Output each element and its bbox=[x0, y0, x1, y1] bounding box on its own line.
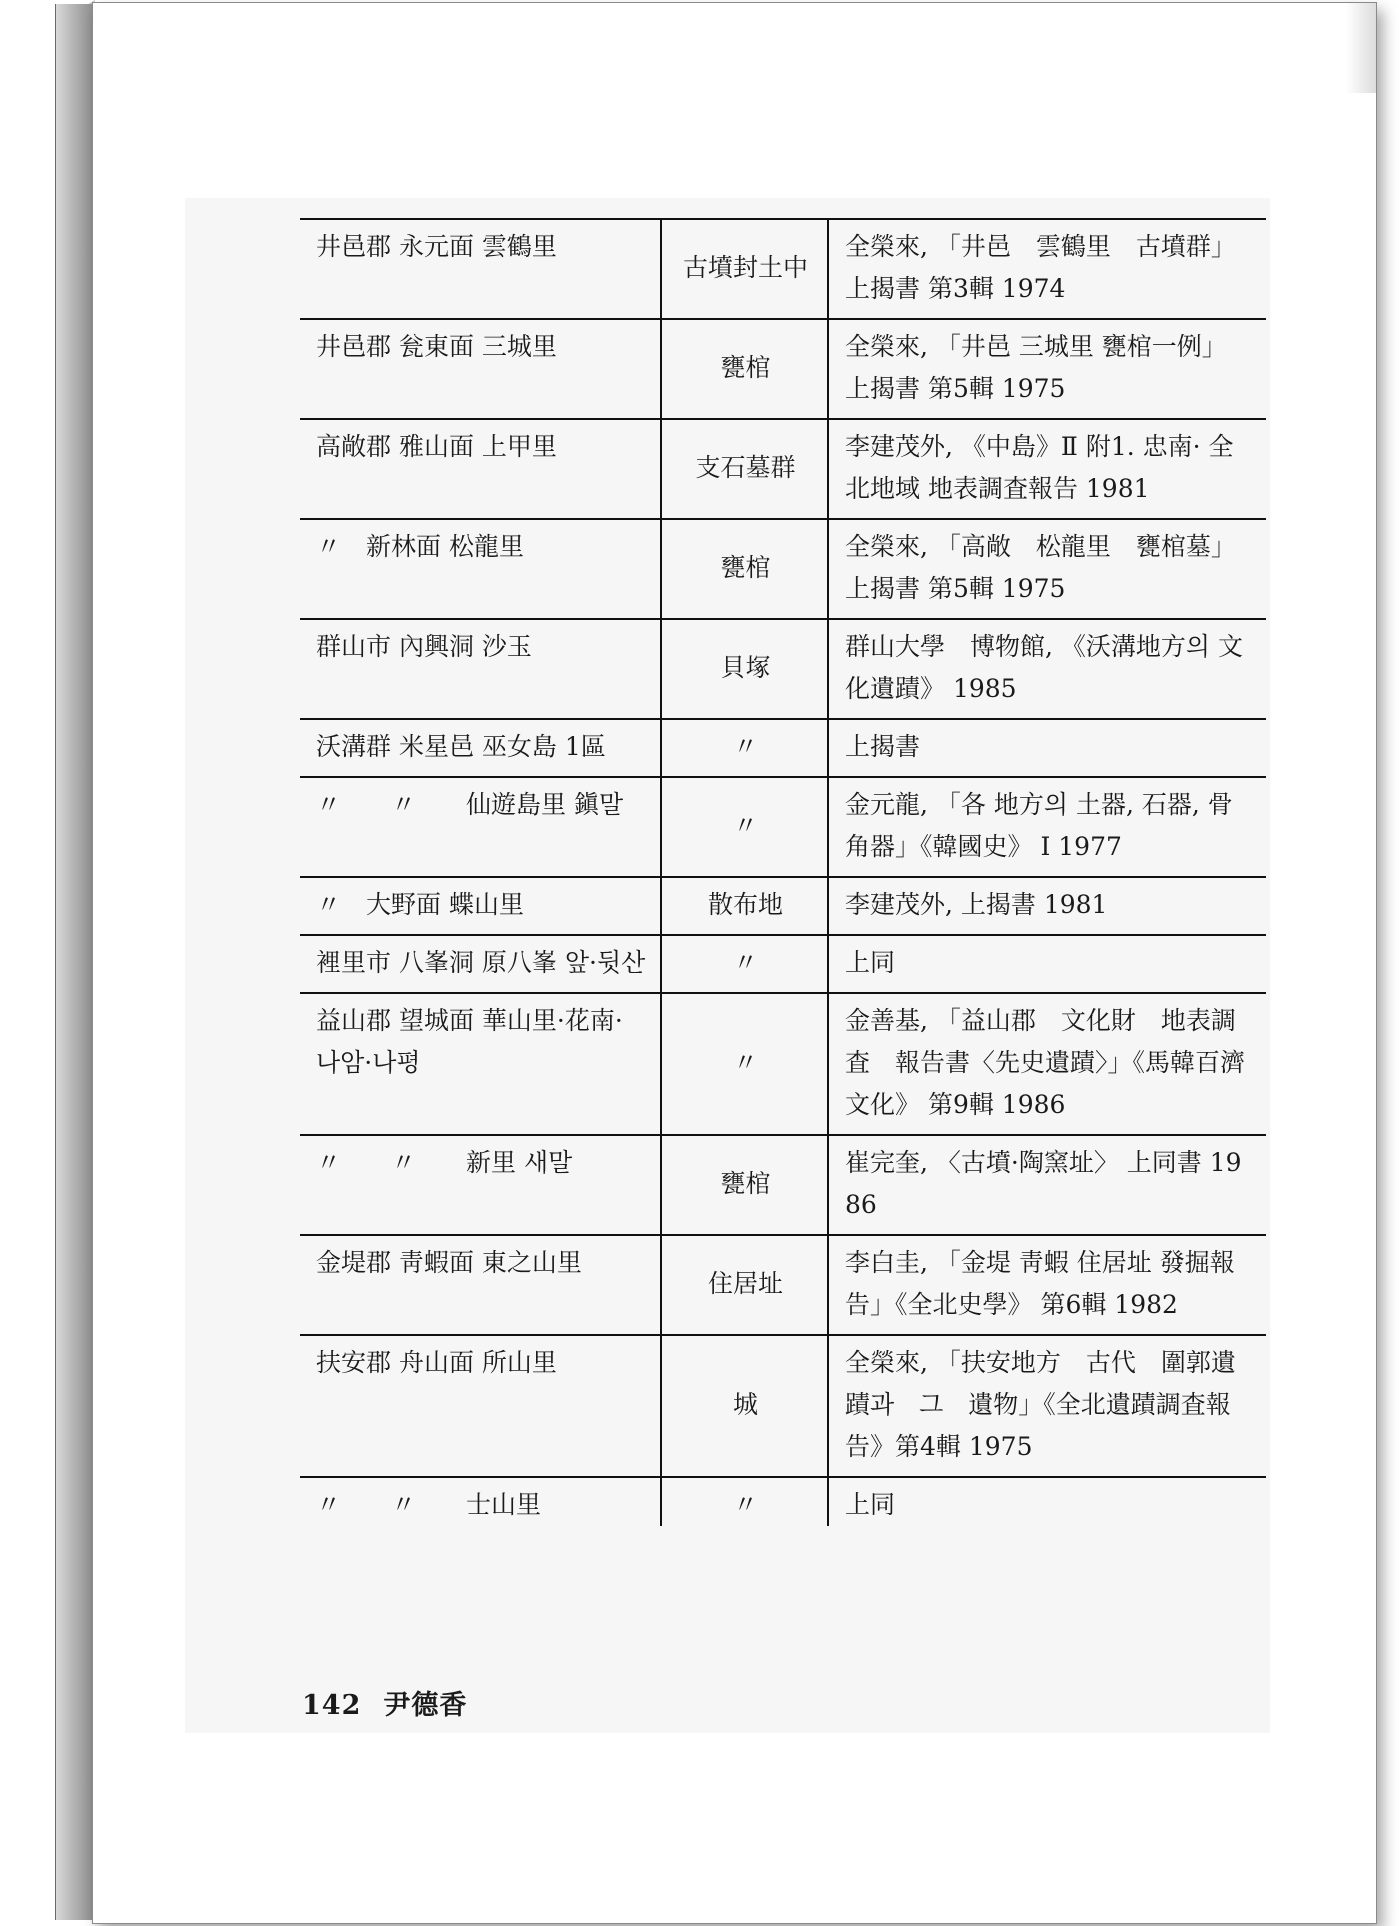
page-fold bbox=[1346, 3, 1376, 93]
table-row bbox=[300, 777, 1266, 877]
location-cell: 金堤郡 靑蝦面 東之山里 bbox=[300, 1235, 661, 1335]
type-cell: 住居址 bbox=[661, 1235, 828, 1335]
location-cell: 益山郡 望城面 華山里·花南·나암·나평 bbox=[300, 993, 661, 1135]
type-cell: 〃 bbox=[661, 993, 828, 1135]
location-cell: 高敞郡 雅山面 上甲里 bbox=[300, 419, 661, 519]
table-row bbox=[300, 1235, 1266, 1335]
table-row bbox=[300, 419, 1266, 519]
table-row bbox=[300, 519, 1266, 619]
author-name: 尹德香 bbox=[383, 1690, 468, 1721]
table-row bbox=[300, 993, 1266, 1135]
location-cell: 群山市 內興洞 沙玉 bbox=[300, 619, 661, 719]
type-cell: 〃 bbox=[661, 1477, 828, 1526]
reference-cell: 金元龍, 「各 地方의 土器, 石器, 骨角器」《韓國史》 Ⅰ 1977 bbox=[828, 777, 1266, 877]
type-cell: 甕棺 bbox=[661, 519, 828, 619]
location-cell: 〃 新林面 松龍里 bbox=[300, 519, 661, 619]
table-row bbox=[300, 219, 1266, 319]
type-cell: 支石墓群 bbox=[661, 419, 828, 519]
type-cell: 〃 bbox=[661, 777, 828, 877]
location-cell: 〃 〃 仙遊島里 鎭말 bbox=[300, 777, 661, 877]
reference-cell: 全榮來, 「井邑 三城里 甕棺一例」 上揭書 第5輯 1975 bbox=[828, 319, 1266, 419]
table-row bbox=[300, 1135, 1266, 1235]
location-cell: 〃 〃 士山里 bbox=[300, 1477, 661, 1526]
reference-cell: 全榮來, 「扶安地方 古代 圍郭遺蹟과 그 遺物」《全北遺蹟調査報告》第4輯 1975 bbox=[828, 1335, 1266, 1477]
reference-cell: 李白圭, 「金堤 靑蝦 住居址 發掘報告」《全北史學》 第6輯 1982 bbox=[828, 1235, 1266, 1335]
book-spine bbox=[55, 4, 94, 1920]
table-row bbox=[300, 935, 1266, 993]
location-cell: 〃 〃 新里 새말 bbox=[300, 1135, 661, 1235]
site-table bbox=[300, 218, 1266, 1526]
location-cell: 〃 大野面 蝶山里 bbox=[300, 877, 661, 935]
reference-cell: 上同 bbox=[828, 935, 1266, 993]
type-cell: 古墳封土中 bbox=[661, 219, 828, 319]
table-row bbox=[300, 319, 1266, 419]
location-cell: 裡里市 八峯洞 原八峯 앞·뒷산 bbox=[300, 935, 661, 993]
location-cell: 沃溝群 米星邑 巫女島 1區 bbox=[300, 719, 661, 777]
type-cell: 甕棺 bbox=[661, 1135, 828, 1235]
type-cell: 城 bbox=[661, 1335, 828, 1477]
table-row bbox=[300, 619, 1266, 719]
type-cell: 甕棺 bbox=[661, 319, 828, 419]
location-cell: 井邑郡 永元面 雲鶴里 bbox=[300, 219, 661, 319]
reference-cell: 群山大學 博物館, 《沃溝地方의 文化遺蹟》 1985 bbox=[828, 619, 1266, 719]
reference-cell: 全榮來, 「井邑 雲鶴里 古墳群」 上揭書 第3輯 1974 bbox=[828, 219, 1266, 319]
reference-cell: 李建茂外, 《中島》Ⅱ 附1. 忠南· 全北地域 地表調査報告 1981 bbox=[828, 419, 1266, 519]
type-cell: 貝塚 bbox=[661, 619, 828, 719]
reference-cell: 崔完奎, 〈古墳·陶窯址〉 上同書 1986 bbox=[828, 1135, 1266, 1235]
table-row bbox=[300, 1335, 1266, 1477]
page-footer bbox=[302, 1683, 467, 1722]
location-cell: 井邑郡 瓮東面 三城里 bbox=[300, 319, 661, 419]
table-row bbox=[300, 1477, 1266, 1526]
reference-cell: 上揭書 bbox=[828, 719, 1266, 777]
type-cell: 〃 bbox=[661, 935, 828, 993]
reference-cell: 全榮來, 「高敞 松龍里 甕棺墓」 上揭書 第5輯 1975 bbox=[828, 519, 1266, 619]
table-row bbox=[300, 877, 1266, 935]
table-row bbox=[300, 719, 1266, 777]
reference-cell: 李建茂外, 上揭書 1981 bbox=[828, 877, 1266, 935]
page-number: 142 bbox=[302, 1690, 362, 1721]
reference-cell: 金善基, 「益山郡 文化財 地表調査 報告書〈先史遺蹟〉」《馬韓百濟文化》 第9輯 1986 bbox=[828, 993, 1266, 1135]
reference-cell: 上同 bbox=[828, 1477, 1266, 1526]
type-cell: 〃 bbox=[661, 719, 828, 777]
type-cell: 散布地 bbox=[661, 877, 828, 935]
location-cell: 扶安郡 舟山面 所山里 bbox=[300, 1335, 661, 1477]
